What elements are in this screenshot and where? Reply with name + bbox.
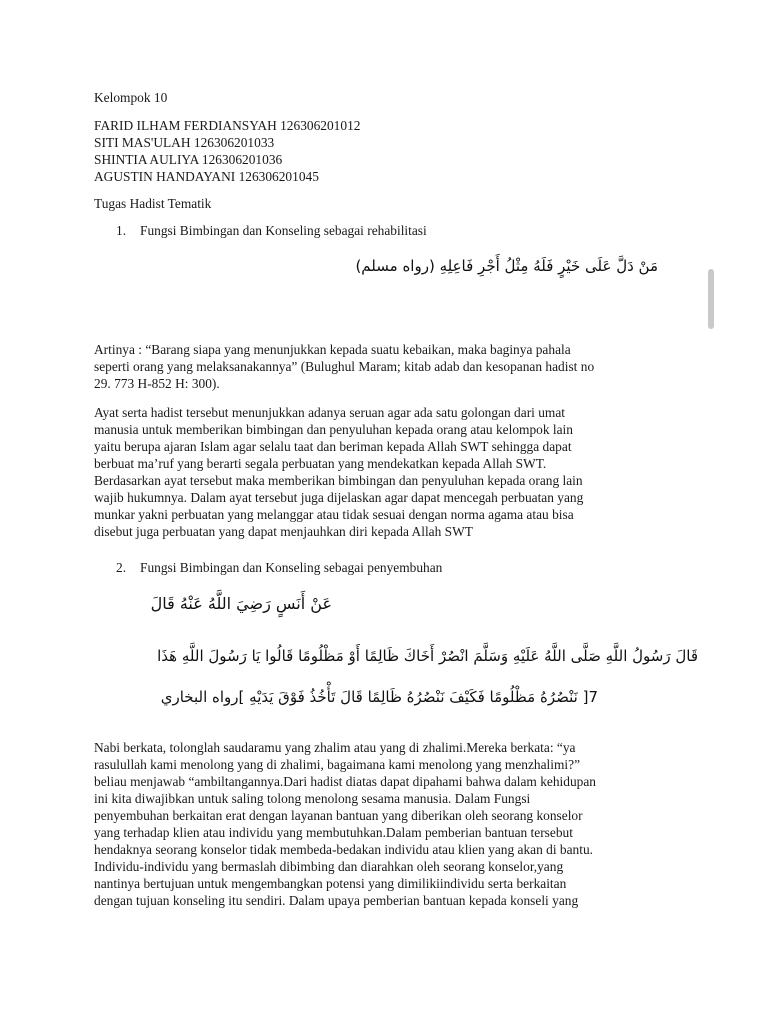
paragraph-line: Nabi berkata, tolonglah saudaramu yang zhalim atau yang di zhalimi.Mereka berkata: “ya [94,740,576,755]
paragraph-line: wajib hukumnya. Dalam ayat tersebut juga dijelaskan agar dapat mencegah perbuatan yang [94,490,584,505]
member-line: SITI MAS'ULAH 126306201033 [94,135,275,150]
paragraph-line: berbuat ma’ruf yang berarti segala perbuatan yang mendekatkan kepada Allah SWT. [94,456,547,471]
hadith-2-arabic-line: قَالَ رَسُولُ اللَّهِ صَلَّى اللَّهُ عَلَيْهِ وَسَلَّمَ انْصُرْ أَخَاكَ ظَالِمًا أَوْ مَظْلُومًا قَالُوا يَا رَسُولَ اللَّهِ هَذَا [157,647,698,665]
paragraph-line: nantinya bertujuan untuk mengembangkan potensi yang dimilikiindividu serta berkaitan [94,876,567,891]
paragraph-line: disebut juga perbuatan yang dapat menjauhkan diri kepada Allah SWT [94,524,473,539]
paragraph-line: Ayat serta hadist tersebut menunjukkan adanya seruan agar ada satu golongan dari umat [94,405,565,420]
group-title: Kelompok 10 [94,90,168,105]
assignment-title: Tugas Hadist Tematik [94,196,212,211]
paragraph-line: Berdasarkan ayat tersebut maka memberikan bimbingan dan penyuluhan kepada orang lain [94,473,583,488]
paragraph-line: dengan tujuan konseling itu sendiri. Dalam upaya pemberian bantuan kepada konseli yang [94,893,579,908]
section-1-title: Fungsi Bimbingan dan Konseling sebagai rehabilitasi [140,223,427,238]
paragraph-line: manusia untuk memberikan bimbingan dan penyuluhan kepada orang atau kelompok lain [94,422,573,437]
hadith-2-arabic-line: 7[ نَنْصُرُهُ مَظْلُومًا فَكَيْفَ نَنْصُرُهُ ظَالِمًا قَالَ تَأْخُذُ فَوْقَ يَدَيْهِ ]رواه البخاري [160,688,598,706]
paragraph-line: rasulullah kami menolong yang di zhalimi, bagaimana kami menolong yang menzhalimi?” [94,757,581,772]
paragraph-line: penyembuhan berkaitan erat dengan layanan bantuan yang diberikan oleh seorang konselor [94,808,583,823]
paragraph-line: ini kita diwajibkan untuk saling tolong menolong sesama manusia. Dalam Fungsi [94,791,531,806]
translation-line: 29. 773 H-852 H: 300). [94,376,220,391]
hadith-2-arabic-line: عَنْ أَنَسٍ رَضِيَ اللَّهُ عَنْهُ قَالَ [150,594,332,613]
paragraph-line: yang terhadap klien atau individu yang membutuhkan.Dalam pemberian bantuan tersebut [94,825,573,840]
translation-line: seperti orang yang melaksanakannya” (Bulughul Maram; kitab adab dan kesopanan hadist no [94,359,595,374]
paragraph-line: Individu-individu yang bermaslah dibimbing dan diarahkan oleh seorang konselor,yang [94,859,564,874]
scrollbar-thumb[interactable] [708,269,714,329]
paragraph-line: beliau menjawab “ambiltangannya.Dari hadist diatas dapat dipahami bahwa dalam kehidupan [94,774,596,789]
member-line: SHINTIA AULIYA 126306201036 [94,152,283,167]
paragraph-line: munkar yakni perbuatan yang melanggar atau tidak sesuai dengan norma agama atau bisa [94,507,574,522]
member-line: AGUSTIN HANDAYANI 126306201045 [94,169,319,184]
hadith-1-arabic: مَنْ دَلَّ عَلَى خَيْرٍ فَلَهُ مِثْلُ أَجْرِ فَاعِلِهِ (رواه مسلم) [355,257,658,275]
section-2-title: Fungsi Bimbingan dan Konseling sebagai penyembuhan [140,560,443,575]
paragraph-line: yaitu berupa ajaran Islam agar selalu taat dan beriman kepada Allah SWT sehingga dapat [94,439,572,454]
translation-line: Artinya : “Barang siapa yang menunjukkan kepada suatu kebaikan, maka baginya pahala [94,342,571,357]
section-2-number: 2. [116,560,127,575]
section-1-number: 1. [116,223,127,238]
paragraph-line: hendaknya seorang konselor tidak membeda-bedakan individu atau klien yang akan di bantu. [94,842,594,857]
member-line: FARID ILHAM FERDIANSYAH 126306201012 [94,118,361,133]
